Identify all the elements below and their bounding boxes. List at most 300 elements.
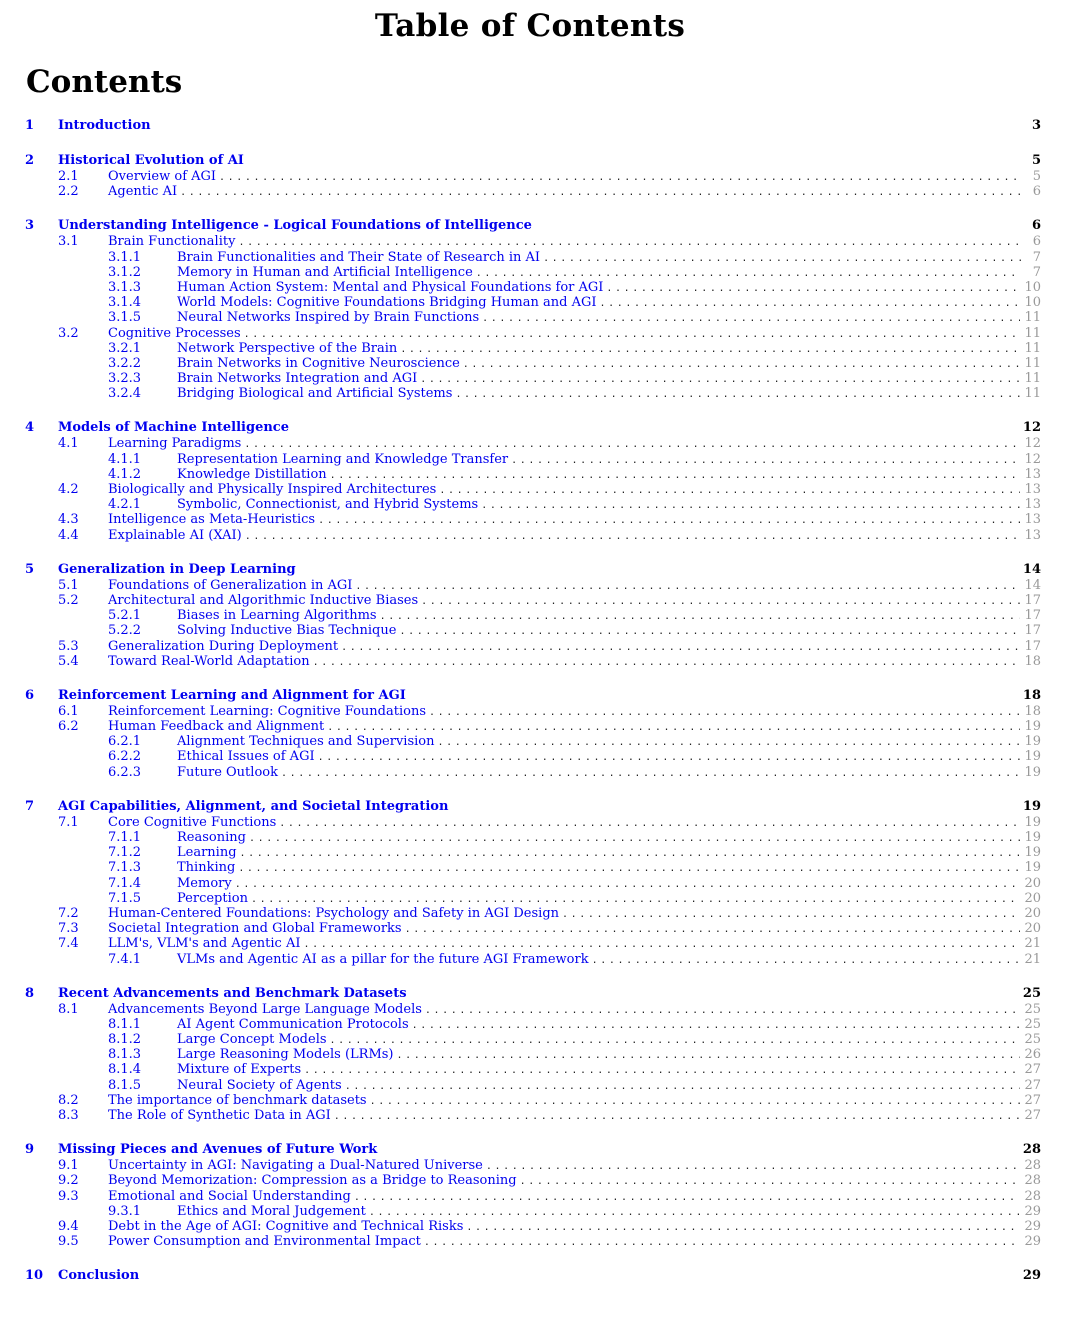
toc-title: Mixture of Experts (177, 1062, 302, 1078)
toc-subsubsection-link[interactable] (25, 250, 1041, 265)
toc-title: Future Outlook (177, 764, 278, 780)
toc-number: 4 (25, 420, 35, 436)
toc-subsubsection-link[interactable] (25, 845, 1041, 860)
dot-leader (421, 594, 1020, 609)
toc-number: 9.5 (58, 1234, 79, 1250)
toc-title: Knowledge Distillation (177, 466, 327, 482)
toc-number: 7.3 (58, 921, 79, 937)
toc-title: Large Concept Models (177, 1032, 327, 1048)
toc-number: 2 (25, 153, 35, 168)
toc-title: Network Perspective of the Brain (177, 340, 398, 356)
toc-number: 3.1.3 (108, 279, 142, 295)
toc-page-number: 3 (1031, 118, 1041, 133)
toc-section-link[interactable] (25, 420, 1041, 436)
toc-number: 3.2.4 (108, 386, 142, 402)
toc-subsection-link[interactable] (25, 906, 1041, 921)
toc-page-number: 17 (1024, 592, 1041, 608)
toc-title: Foundations of Generalization in AGI (108, 577, 353, 593)
dot-leader (599, 296, 1020, 311)
toc-number: 7.1.3 (108, 860, 142, 876)
toc-subsubsection-link[interactable] (25, 1078, 1041, 1093)
toc-number: 8.1.3 (108, 1047, 142, 1063)
toc-number: 5.2.2 (108, 623, 142, 639)
toc-page-number: 19 (1024, 719, 1041, 735)
toc-title: Neural Society of Agents (177, 1077, 342, 1093)
toc-number: 3.1.5 (108, 310, 142, 326)
toc-subsubsection-link[interactable] (25, 765, 1041, 780)
toc-number: 3.1.2 (108, 264, 142, 280)
toc-section-link[interactable] (25, 1268, 1041, 1284)
dot-leader (463, 357, 1021, 372)
toc-number: 4.4 (58, 527, 79, 543)
toc-number: 9 (25, 1142, 35, 1158)
toc-subsubsection-link[interactable] (25, 497, 1041, 512)
toc-number: 10 (25, 1268, 44, 1284)
dot-leader (244, 437, 1020, 452)
page-title: Table of Contents (374, 8, 686, 44)
dot-leader (244, 327, 1021, 342)
toc-subsubsection-link[interactable] (25, 1047, 1041, 1062)
toc-page-number: 20 (1024, 875, 1041, 891)
toc-page-number: 19 (1024, 764, 1041, 780)
toc-subsection-link[interactable] (25, 1189, 1041, 1204)
toc-page-number: 13 (1024, 466, 1041, 482)
dot-leader (240, 846, 1021, 861)
toc-title: Human-Centered Foundations: Psychology and Safety in AGI Design (108, 905, 560, 921)
toc-section-link[interactable] (25, 218, 1041, 234)
toc-page-number: 19 (1024, 845, 1041, 861)
toc-subsection-link[interactable] (25, 1173, 1041, 1188)
toc-subsection-link[interactable] (25, 921, 1041, 936)
toc-page-number: 27 (1024, 1108, 1041, 1123)
toc-page-number: 18 (1022, 687, 1041, 703)
toc-page-number: 29 (1024, 1203, 1041, 1219)
toc-number: 8.1.5 (108, 1077, 142, 1093)
toc-section-link[interactable] (25, 1142, 1041, 1158)
dot-leader (370, 1094, 1021, 1109)
toc-title: Historical Evolution of AI (58, 153, 244, 168)
toc-number: 8.1.4 (108, 1062, 142, 1078)
toc-number: 8.1.2 (108, 1032, 142, 1048)
toc-title: Power Consumption and Environmental Impact (108, 1234, 421, 1250)
toc-title: Cognitive Processes (108, 325, 241, 341)
toc-subsubsection-link[interactable] (25, 295, 1041, 310)
toc-page-number: 26 (1024, 1047, 1041, 1063)
toc-title: Perception (177, 890, 248, 906)
toc-number: 1 (25, 118, 35, 133)
toc-subsection-link[interactable] (25, 704, 1041, 719)
toc-number: 9.2 (58, 1173, 79, 1189)
toc-page-number: 27 (1024, 1062, 1041, 1078)
toc-title: Solving Inductive Bias Technique (177, 623, 397, 639)
toc-page-number: 11 (1024, 325, 1041, 341)
dot-leader (380, 609, 1021, 624)
toc-number: 3.1 (58, 234, 79, 250)
toc-page-number: 25 (1024, 1032, 1041, 1048)
toc-page-number: 28 (1024, 1173, 1041, 1189)
toc-title: Architectural and Algorithmic Inductive Biases (108, 592, 419, 608)
toc-section-link[interactable] (25, 118, 1041, 134)
dot-leader (327, 720, 1020, 735)
toc-page-number: 17 (1024, 608, 1041, 624)
toc-number: 8.3 (58, 1108, 79, 1123)
toc-number: 9.3.1 (108, 1203, 142, 1219)
toc-subsection-link[interactable] (25, 593, 1041, 608)
toc-title: Learning Paradigms (108, 436, 242, 452)
toc-title: Brain Functionality (108, 234, 236, 250)
dot-leader (369, 1205, 1021, 1220)
toc-number: 3.1.4 (108, 295, 142, 311)
toc-title: Intelligence as Meta-Heuristics (108, 512, 316, 528)
toc-subsubsection-link[interactable] (25, 1032, 1041, 1047)
dot-leader (543, 251, 1021, 266)
dot-leader (238, 235, 1021, 250)
toc-subsection-link[interactable] (25, 169, 1041, 184)
toc-page-number: 19 (1024, 860, 1041, 876)
toc-title: Memory (177, 875, 232, 891)
toc-number: 3.2.3 (108, 371, 142, 387)
dot-leader (318, 513, 1020, 528)
toc-section-link[interactable] (25, 562, 1041, 578)
toc-subsection-link[interactable] (25, 1108, 1041, 1123)
toc-number: 3.1.1 (108, 249, 142, 265)
toc-page-number: 11 (1024, 340, 1041, 356)
toc-page-number: 20 (1024, 905, 1041, 921)
toc-page-number: 14 (1022, 561, 1041, 577)
toc-title: Large Reasoning Models (LRMs) (177, 1047, 394, 1063)
toc-page-number: 25 (1024, 1016, 1041, 1032)
toc-subsection-link[interactable] (25, 1158, 1041, 1173)
toc-number: 7.4 (58, 936, 79, 952)
dot-leader (341, 640, 1020, 655)
toc-subsubsection-link[interactable] (25, 623, 1041, 638)
toc-page-number: 28 (1024, 1188, 1041, 1204)
dot-leader (455, 387, 1020, 402)
toc-page-number: 17 (1024, 638, 1041, 654)
dot-leader (397, 1048, 1021, 1063)
toc-title: VLMs and Agentic AI as a pillar for the future AGI Framework (177, 951, 589, 967)
toc-page-number: 17 (1024, 623, 1041, 639)
toc-subsubsection-link[interactable] (25, 467, 1041, 482)
toc-number: 6.1 (58, 703, 79, 719)
toc-title: Advancements Beyond Large Language Models (108, 1001, 422, 1017)
toc-title: Uncertainty in AGI: Navigating a Dual-Natured Universe (108, 1158, 483, 1174)
toc-title: Human Feedback and Alignment (108, 719, 325, 735)
dot-leader (400, 342, 1020, 357)
toc-title: Neural Networks Inspired by Brain Functions (177, 310, 480, 326)
toc-page-number: 25 (1022, 985, 1041, 1001)
toc-title: Reinforcement Learning and Alignment for AGI (58, 687, 406, 703)
toc-number: 3.2 (58, 325, 79, 341)
dot-leader (251, 892, 1021, 907)
toc-number: 6.2.3 (108, 764, 142, 780)
toc-subsubsection-link[interactable] (25, 891, 1041, 906)
toc-title: Biologically and Physically Inspired Architectures (108, 482, 437, 497)
toc-page-number: 28 (1022, 1142, 1041, 1158)
toc-title: World Models: Cognitive Foundations Bridging Human and AGI (177, 295, 597, 311)
dot-leader (425, 1003, 1021, 1018)
dot-leader (486, 1159, 1021, 1174)
toc-section-link[interactable] (25, 153, 1041, 169)
dot-leader (412, 1018, 1021, 1033)
toc-page-number: 21 (1024, 936, 1041, 952)
toc-subsubsection-link[interactable] (25, 734, 1041, 749)
toc-subsection-link[interactable] (25, 1093, 1041, 1108)
toc-title: Representation Learning and Knowledge Transfer (177, 451, 509, 467)
toc-section-link[interactable] (25, 986, 1041, 1002)
dot-leader (313, 655, 1021, 670)
toc-subsubsection-link[interactable] (25, 1062, 1041, 1077)
toc-number: 7.4.1 (108, 951, 142, 967)
toc-title: Thinking (177, 860, 236, 876)
toc-number: 7.1 (58, 814, 79, 830)
toc-subsection-link[interactable] (25, 654, 1041, 669)
dot-leader (420, 372, 1020, 387)
toc-title: Beyond Memorization: Compression as a Bridge to Reasoning (108, 1173, 517, 1189)
toc-page-number: 29 (1024, 1234, 1041, 1250)
toc-number: 5 (25, 561, 35, 577)
toc-page-number: 20 (1024, 921, 1041, 937)
toc-page-number: 21 (1024, 951, 1041, 967)
toc-number: 3 (25, 218, 35, 234)
dot-leader (405, 922, 1021, 937)
toc-title: Human Action System: Mental and Physical Foundations for AGI (177, 279, 604, 295)
toc-subsubsection-link[interactable] (25, 1204, 1041, 1219)
toc-number: 7.2 (58, 905, 79, 921)
dot-leader (606, 281, 1020, 296)
dot-leader (511, 453, 1020, 468)
toc-page-number: 7 (1032, 264, 1041, 280)
toc-number: 6 (25, 687, 35, 703)
dot-leader (399, 624, 1020, 639)
toc-subsubsection-link[interactable] (25, 452, 1041, 467)
toc-subsubsection-link[interactable] (25, 608, 1041, 623)
toc-title: Conclusion (58, 1268, 140, 1284)
dot-leader (466, 1220, 1020, 1235)
toc-number: 6.2 (58, 719, 79, 735)
toc-title: Recent Advancements and Benchmark Datasets (58, 985, 407, 1001)
toc-number: 5.1 (58, 577, 79, 593)
toc-number: 5.2 (58, 592, 79, 608)
dot-leader (281, 766, 1020, 781)
toc-subsubsection-link[interactable] (25, 265, 1041, 280)
toc-page-number: 18 (1024, 703, 1041, 719)
toc-subsubsection-link[interactable] (25, 749, 1041, 764)
toc-number: 3.2.2 (108, 355, 142, 371)
dot-leader (482, 311, 1020, 326)
toc-number: 6.2.2 (108, 749, 142, 765)
toc-number: 8.2 (58, 1092, 79, 1108)
toc-page-number: 27 (1024, 1092, 1041, 1108)
dot-leader (429, 705, 1020, 720)
toc-number: 2.2 (58, 184, 79, 200)
toc-subsubsection-link[interactable] (25, 371, 1041, 386)
toc-subsection-link[interactable] (25, 578, 1041, 593)
toc-page-number: 6 (1032, 234, 1041, 250)
toc-page-number: 29 (1022, 1268, 1041, 1284)
toc-title: Learning (177, 845, 237, 861)
dot-leader (303, 937, 1020, 952)
toc-page-number: 6 (1031, 218, 1041, 234)
toc-subsection-link[interactable] (25, 234, 1041, 249)
toc-subsubsection-link[interactable] (25, 386, 1041, 401)
toc-page-number: 13 (1024, 497, 1041, 513)
toc-title: AI Agent Communication Protocols (177, 1016, 409, 1032)
toc-page-number: 19 (1024, 830, 1041, 845)
toc-page-number: 10 (1024, 295, 1041, 311)
toc-title: Brain Functionalities and Their State of Research in AI (177, 249, 541, 265)
dot-leader (439, 483, 1020, 498)
toc-subsection-link[interactable] (25, 1219, 1041, 1234)
toc-subsection-link[interactable] (25, 936, 1041, 951)
toc-page-number: 19 (1022, 798, 1041, 814)
toc-page-number: 11 (1024, 386, 1041, 402)
toc-section-link[interactable] (25, 799, 1041, 815)
toc-page-number: 28 (1024, 1158, 1041, 1174)
toc-title: Understanding Intelligence - Logical Foundations of Intelligence (58, 218, 532, 234)
toc-number: 4.1 (58, 436, 79, 452)
toc-subsection-link[interactable] (25, 815, 1041, 830)
toc-number: 6.2.1 (108, 734, 142, 750)
toc-number: 3.2.1 (108, 340, 142, 356)
dot-leader (318, 750, 1021, 765)
toc-page-number: 12 (1024, 451, 1041, 467)
toc-title: Ethics and Moral Judgement (177, 1203, 366, 1219)
toc-page-number: 18 (1024, 653, 1041, 669)
toc-title: Ethical Issues of AGI (177, 749, 315, 765)
toc-number: 4.3 (58, 512, 79, 528)
toc-title: Symbolic, Connectionist, and Hybrid Systems (177, 497, 479, 513)
dot-leader (219, 170, 1021, 185)
toc-number: 4.1.1 (108, 451, 142, 467)
toc-number: 5.4 (58, 653, 79, 669)
toc-subsection-link[interactable] (25, 719, 1041, 734)
dot-leader (249, 831, 1020, 846)
dot-leader (180, 185, 1021, 200)
toc-subsection-link[interactable] (25, 326, 1041, 341)
toc-title: The Role of Synthetic Data in AGI (108, 1108, 331, 1123)
toc-title: Toward Real-World Adaptation (108, 653, 310, 669)
toc-page-number: 20 (1024, 890, 1041, 906)
toc-number: 7.1.1 (108, 830, 142, 845)
dot-leader (355, 579, 1020, 594)
toc-page-number: 7 (1032, 249, 1041, 265)
toc-number: 8.1.1 (108, 1016, 142, 1032)
toc-page-number: 19 (1024, 814, 1041, 830)
toc-title: Introduction (58, 118, 151, 133)
dot-leader (245, 529, 1021, 544)
toc-subsubsection-link[interactable] (25, 310, 1041, 325)
toc-title: Agentic AI (108, 184, 178, 200)
dot-leader (354, 1190, 1021, 1205)
toc-number: 9.1 (58, 1158, 79, 1174)
toc-number: 8 (25, 985, 35, 1001)
toc-number: 8.1 (58, 1001, 79, 1017)
toc-page-number: 11 (1024, 371, 1041, 387)
toc-title: Bridging Biological and Artificial Systems (177, 386, 453, 402)
toc-number: 4.2 (58, 482, 79, 497)
toc-subsection-link[interactable] (25, 512, 1041, 527)
dot-leader (481, 498, 1020, 513)
toc-page-number: 12 (1022, 420, 1041, 436)
dot-leader (592, 953, 1021, 968)
toc-number: 5.3 (58, 638, 79, 654)
toc-subsection-link[interactable] (25, 184, 1041, 199)
toc-number: 4.2.1 (108, 497, 142, 513)
toc-subsubsection-link[interactable] (25, 1017, 1041, 1032)
dot-leader (235, 877, 1021, 892)
toc-page-number: 11 (1024, 310, 1041, 326)
toc-subsubsection-link[interactable] (25, 341, 1041, 356)
toc-title: LLM's, VLM's and Agentic AI (108, 936, 301, 952)
toc-subsubsection-link[interactable] (25, 876, 1041, 891)
toc-title: AGI Capabilities, Alignment, and Societal Integration (58, 798, 449, 814)
toc-number: 7 (25, 798, 35, 814)
toc-number: 7.1.2 (108, 845, 142, 861)
toc-title: Missing Pieces and Avenues of Future Work (58, 1142, 378, 1158)
toc-number: 2.1 (58, 169, 79, 184)
toc-page-number: 5 (1032, 169, 1041, 184)
toc-subsection-link[interactable] (25, 528, 1041, 543)
toc-subsection-link[interactable] (25, 639, 1041, 654)
toc-subsection-link[interactable] (25, 482, 1041, 497)
table-of-contents (25, 118, 1041, 1284)
toc-page-number: 29 (1024, 1218, 1041, 1234)
toc-page-number: 13 (1024, 527, 1041, 543)
dot-leader (562, 907, 1020, 922)
toc-subsection-link[interactable] (25, 436, 1041, 451)
dot-leader (238, 861, 1020, 876)
toc-number: 7.1.5 (108, 890, 142, 906)
toc-number: 7.1.4 (108, 875, 142, 891)
toc-subsubsection-link[interactable] (25, 952, 1041, 967)
toc-page-number: 6 (1032, 184, 1041, 200)
toc-subsubsection-link[interactable] (25, 830, 1041, 845)
toc-title: Alignment Techniques and Supervision (177, 734, 435, 750)
toc-page-number: 19 (1024, 749, 1041, 765)
toc-subsection-link[interactable] (25, 1234, 1041, 1249)
toc-page-number: 14 (1024, 577, 1041, 593)
toc-subsubsection-link[interactable] (25, 280, 1041, 295)
toc-title: Overview of AGI (108, 169, 217, 184)
toc-title: Explainable AI (XAI) (108, 527, 242, 543)
toc-page-number: 10 (1024, 279, 1041, 295)
dot-leader (520, 1174, 1021, 1189)
toc-page-number: 13 (1024, 512, 1041, 528)
dot-leader (476, 266, 1021, 281)
toc-page-number: 19 (1024, 734, 1041, 750)
toc-subsubsection-link[interactable] (25, 860, 1041, 875)
toc-number: 9.4 (58, 1218, 79, 1234)
toc-title: Debt in the Age of AGI: Cognitive and Technical Risks (108, 1218, 464, 1234)
toc-title: Brain Networks Integration and AGI (177, 371, 418, 387)
dot-leader (330, 468, 1021, 483)
toc-number: 4.1.2 (108, 466, 142, 482)
toc-title: Models of Machine Intelligence (58, 420, 289, 436)
toc-subsubsection-link[interactable] (25, 356, 1041, 371)
toc-page-number: 11 (1024, 355, 1041, 371)
contents-heading: Contents (26, 64, 183, 100)
dot-leader (304, 1063, 1020, 1078)
toc-title: Memory in Human and Artificial Intelligence (177, 264, 473, 280)
toc-subsection-link[interactable] (25, 1002, 1041, 1017)
toc-page-number: 25 (1024, 1001, 1041, 1017)
toc-number: 9.3 (58, 1188, 79, 1204)
toc-title: Reinforcement Learning: Cognitive Foundations (108, 703, 426, 719)
toc-section-link[interactable] (25, 688, 1041, 704)
toc-title: Core Cognitive Functions (108, 814, 277, 830)
toc-title: Societal Integration and Global Frameworks (108, 921, 402, 937)
